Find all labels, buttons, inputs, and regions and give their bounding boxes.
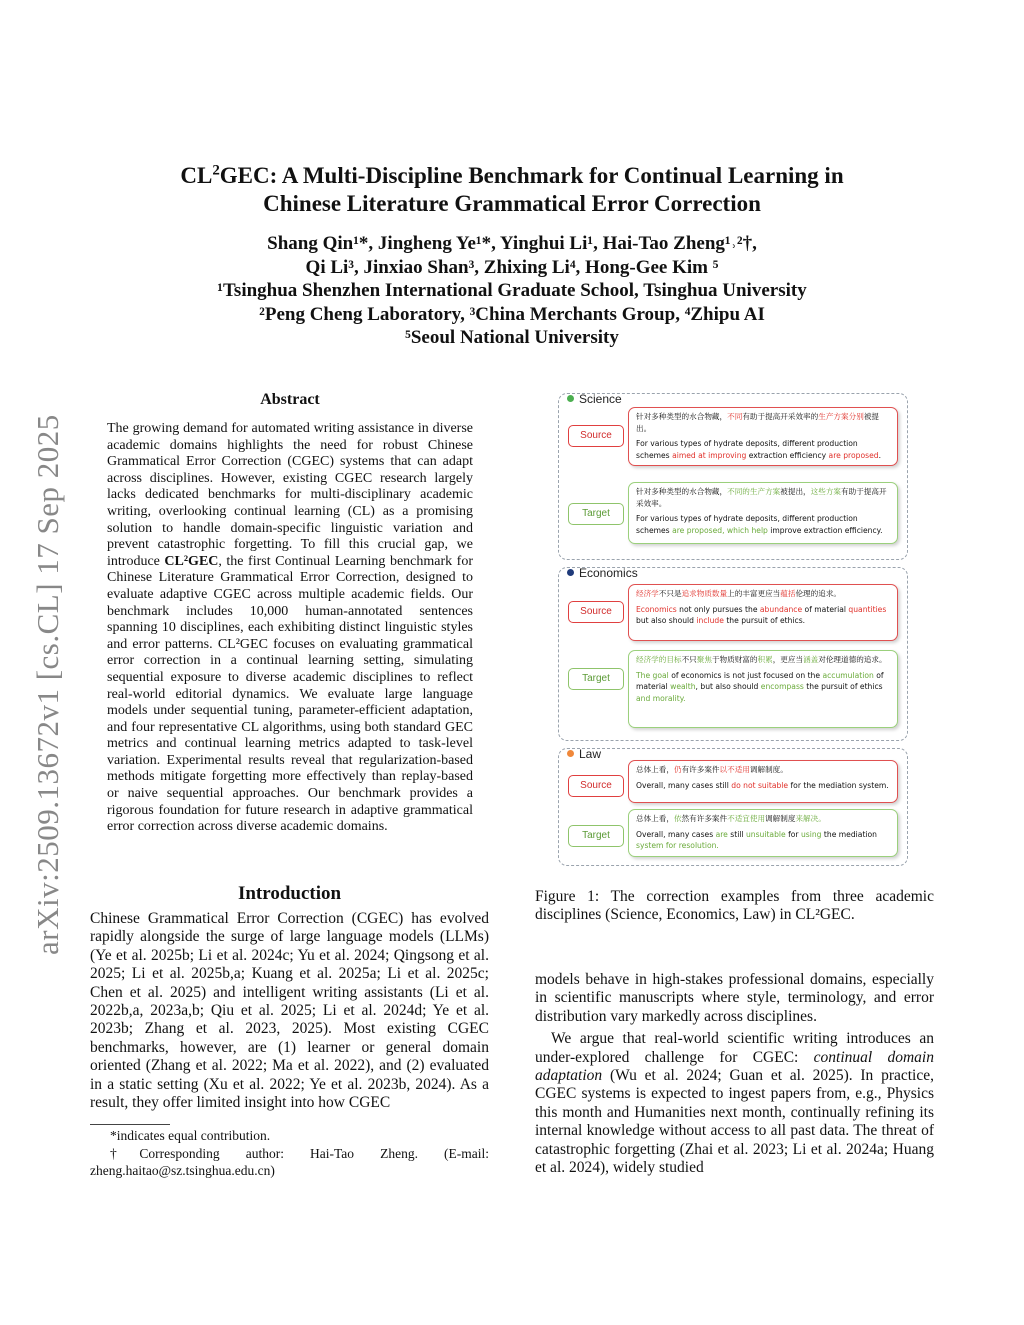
source-label: Source [568,425,624,447]
panel-title-law: Law [567,747,601,761]
abstract-text: The growing demand for automated writing assistance in diverse academic domains highlights the need for robust Chinese Grammatical Error Correction (CGEC) systems that can adapt across disciplines. However, existing CGEC research largely lacks dedicated benchmarks for multi-disciplinary academic writing, overlooking continual learning (CL) as a promising solution to handle domain-specific linguistic variation and prevent catastrophic forgetting. To fill this crucial gap, we introduce CL²GEC, the first Continual Learning benchmark for Chinese Literature Grammatical Error Correction, designed to evaluate adaptive CGEC across multiple academic fields. Our benchmark includes 10,000 human-annotated sentences spanning 10 disciplines, each exhibiting distinct linguistic styles and error patterns. CL²GEC focuses on evaluating grammatical error correction in a continual learning setting, simulating sequential exposure to diverse academic disciplines to reflect real-world editorial dynamics. We evaluate large language models under sequential tuning, parameter-efficient adaptation, and four representative CL algorithms, using both standard GEC metrics and continual learning metrics adapted to task-level variation. Experimental results reveal that regularization-based methods mitigate forgetting more effectively than replay-based or naive sequential approaches. Our benchmark provides a rigorous foundation for future research in adaptive grammatical error correction across diverse academic domains. [107,421,473,835]
economics-target-box: 经济学的目标不只聚焦于物质财富的积累，更应当涵盖对伦理道德的追求。 The goal of economics is not just focused on the accumulation of material wealth, but also should encompass the pursuit of ethics and morality. [628,650,898,728]
target-label: Target [568,503,624,525]
figure-panel-law [558,748,908,866]
affiliation-2: ²Peng Cheng Laboratory, ³China Merchants Group, ⁴Zhipu AI [259,303,765,325]
figure-panel-science [558,393,908,560]
figure-caption: Figure 1: The correction examples from three academic disciplines (Science, Economics, Law) in CL²GEC. [535,888,934,924]
affiliation-3: ⁵Seoul National University [405,327,619,348]
law-dot-icon [567,750,574,757]
paragraph-1: models behave in high-stakes professional domains, especially in scientific manuscripts where style, terminology, and error distribution vary markedly across disciplines. [535,971,934,1025]
introduction-paragraph: Chinese Grammatical Error Correction (CGEC) has evolved rapidly alongside the surge of large language models (LLMs) (Ye et al. 2025b; Li et al. 2024c; Yu et al. 2024; Qingsong et al. 2025; Li et al. 2025b,a; Kuang et al. 2025a; Li et al. 2025c; Chen et al. 2025) and intelligent writing assistants (Li et al. 2022b,a, 2023a,b; Qiu et al. 2025; Li et al. 2024d; Ye et al. 2023b; Zhang et al. 2023, 2025). Most existing CGEC benchmarks, however, are (1) learner or general domain oriented (Zhang et al. 2022; Ma et al. 2022), and (2) evaluated in a static setting (Xu et al. 2022; Ye et al. 2023b, 2024). As a result, they offer limited insight into how CGEC [90,910,489,1112]
paragraph-2: We argue that real-world scientific writing introduces an under-explored challenge for CGEC: continual domain adaptation (Wu et al. 2024; Guan et al. 2025). In practice, CGEC systems is expected to ingest papers from, e.g., Physics this month and Humanities next month, continually refining its internal knowledge without access to all past data. The threat of catastrophic forgetting (Zhai et al. 2023; Li et al. 2024a; Huang et al. 2024), widely studied [535,1030,934,1177]
footnote-rule [90,1124,170,1125]
science-target-box: 针对多种类型的水合物藏，不同的生产方案被提出，这些方案有助于提高开采效率。 For various types of hydrate deposits, different production schemes are proposed, which help improve extraction efficiency. [628,482,898,544]
footnotes [90,1127,489,1180]
abstract-heading: Abstract [260,391,320,408]
arxiv-stamp: arXiv:2509.13672v1 [cs.CL] 17 Sep 2025 [30,414,65,955]
target-label: Target [568,825,624,847]
source-label: Source [568,601,624,623]
footnote-corresponding-author: †Corresponding author: Hai-Tao Zheng. (E-mail: zheng.haitao@sz.tsinghua.edu.cn) [90,1145,489,1178]
panel-title-science: Science [567,392,622,406]
author-line-1: Shang Qin¹*, Jingheng Ye¹*, Yinghui Li¹, Hai-Tao Zheng¹˒²†, [267,233,757,254]
right-column-body [535,971,934,1181]
author-line-2: Qi Li³, Jinxiao Shan³, Zhixing Li⁴, Hong-Gee Kim ⁵ [305,256,719,278]
figure-panel-economics [558,567,908,741]
paper-title: $CL^2GEC$: A Multi-Discipline Benchmark for Continual Learning in Chinese Literature Grammatical Error Correction [180,162,844,216]
panel-title-economics: Economics [567,566,638,580]
law-target-box: 总体上看，依然有许多案件不适宜使用调解制度来解决。 Overall, many cases are still unsuitable for using the mediation system for resolution. [628,809,898,857]
source-label: Source [568,775,624,797]
science-source-box: 针对多种类型的水合物藏，不同有助于提高开采效率的生产方案分别被提出。 For various types of hydrate deposits, different production schemes aimed at improving extraction efficiency are proposed. [628,407,898,466]
target-label: Target [568,668,624,690]
economics-source-box: 经济学不只是追求物质数量上的丰富更应当蕴括伦理的追求。 Economics not only pursues the abundance of material quantities but also should include the pursuit of ethics. [628,584,898,641]
introduction-heading: Introduction [237,883,342,904]
economics-dot-icon [567,569,574,576]
author-block [90,232,934,350]
affiliation-1: ¹Tsinghua Shenzhen International Graduate School, Tsinghua University [217,280,807,301]
law-source-box: 总体上看，仍有许多案件以不适用调解制度。 Overall, many cases still do not suitable for the mediation system. [628,760,898,803]
footnote-equal-contribution: *indicates equal contribution. [110,1128,271,1143]
science-dot-icon [567,395,574,402]
